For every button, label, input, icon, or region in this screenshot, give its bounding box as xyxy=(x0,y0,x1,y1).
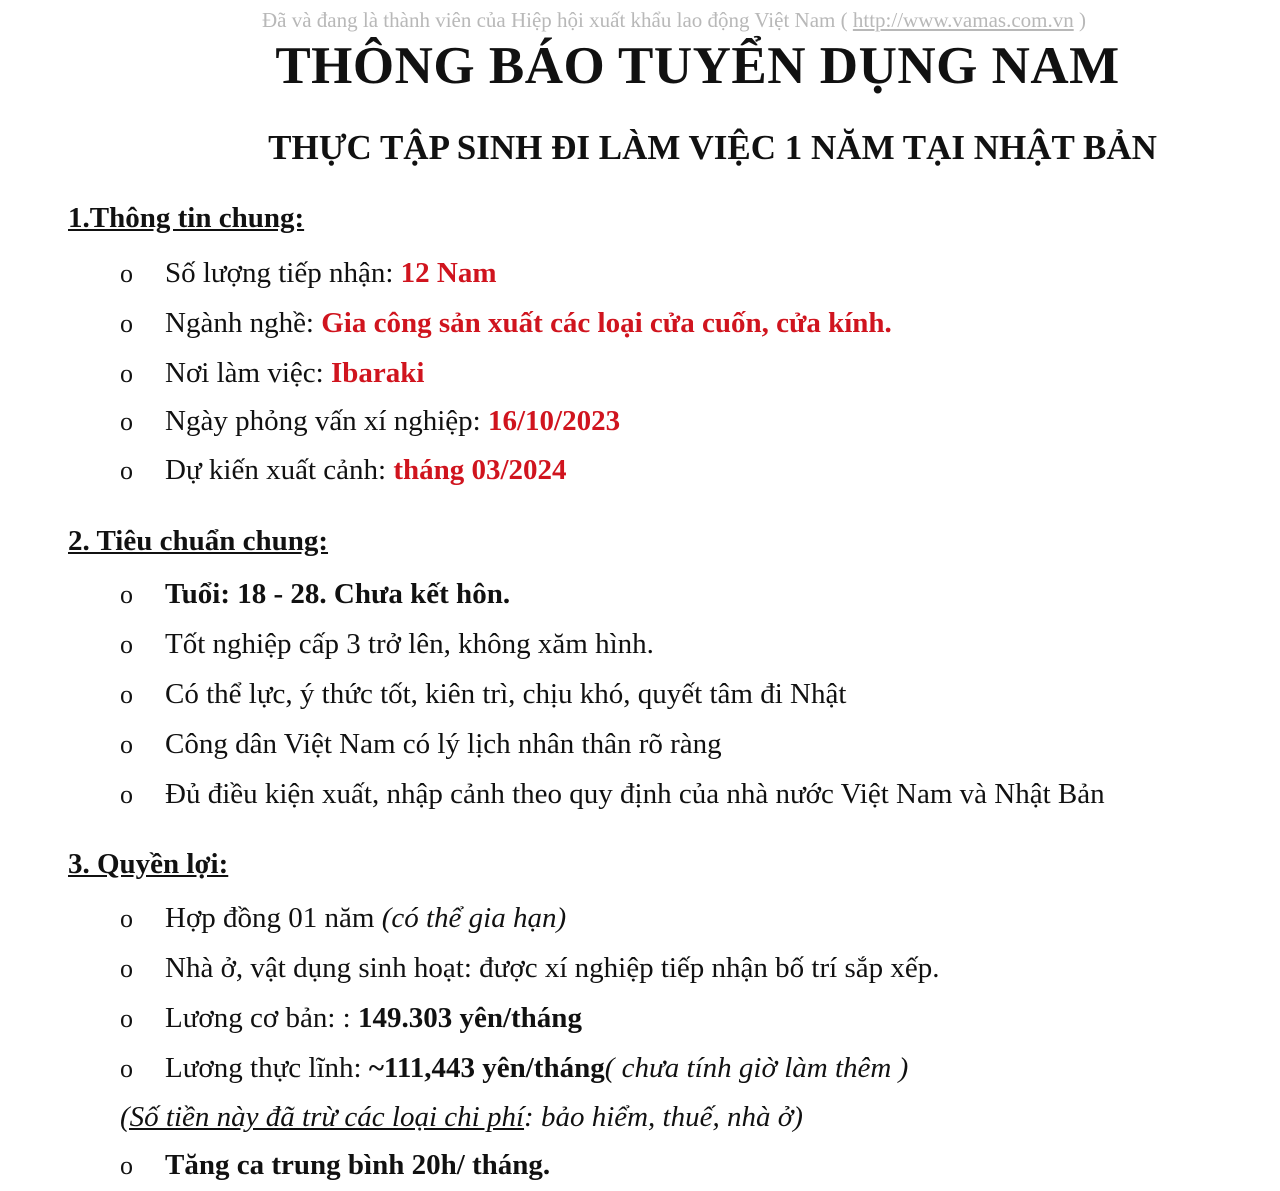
bullet-icon: o xyxy=(120,1054,133,1083)
bullet-icon: o xyxy=(120,730,133,759)
bullet-icon: o xyxy=(120,904,133,933)
item-value: 149.303 yên/tháng xyxy=(357,1002,582,1034)
item-label: Ngành nghề: xyxy=(165,307,314,339)
item-text: Đủ điều kiện xuất, nhập cảnh theo quy định của nhà nước Việt Nam và Nhật Bản xyxy=(165,778,1105,810)
list-item-interview-date xyxy=(120,405,620,438)
footnote-underlined: (Số tiền này đã trừ các loại chi phí xyxy=(120,1101,525,1133)
bullet-icon: o xyxy=(120,407,133,436)
list-item-eligibility xyxy=(120,778,1105,811)
bullet-icon: o xyxy=(120,1151,133,1180)
bullet-icon: o xyxy=(120,954,133,983)
item-value: 16/10/2023 xyxy=(487,405,621,437)
item-text: Có thể lực, ý thức tốt, kiên trì, chịu khó, quyết tâm đi Nhật xyxy=(165,678,847,710)
list-item-quantity xyxy=(120,257,497,290)
item-value: tháng 03/2024 xyxy=(393,454,567,486)
list-item-departure xyxy=(120,454,567,487)
item-text: Nhà ở, vật dụng sinh hoạt: được xí nghiệp tiếp nhận bố trí sắp xếp. xyxy=(165,952,940,984)
item-text: Hợp đồng 01 năm xyxy=(165,902,375,934)
item-text: Tuổi: 18 - 28. Chưa kết hôn. xyxy=(165,578,511,610)
page-subtitle: THỰC TẬP SINH ĐI LÀM VIỆC 1 NĂM TẠI NHẬT BẢN xyxy=(268,128,1157,167)
item-text: Công dân Việt Nam có lý lịch nhân thân rõ ràng xyxy=(165,728,722,760)
item-italic-note: (có thể gia hạn) xyxy=(381,902,567,934)
item-label: Nơi làm việc: xyxy=(165,357,324,389)
list-item-occupation xyxy=(120,307,892,340)
item-label: Số lượng tiếp nhận: xyxy=(165,257,394,289)
footnote-rest: : bảo hiểm, thuế, nhà ở) xyxy=(524,1101,803,1133)
item-value: Gia công sản xuất các loại cửa cuốn, cửa kính. xyxy=(321,307,892,339)
item-value: Ibaraki xyxy=(330,357,425,389)
salary-footnote xyxy=(120,1101,803,1134)
watermark-prefix: Đã và đang là thành viên của Hiệp hội xuất khẩu lao động Việt Nam ( xyxy=(262,8,853,32)
bullet-icon: o xyxy=(120,456,133,485)
bullet-icon: o xyxy=(120,359,133,388)
watermark xyxy=(262,8,1086,33)
item-value: ~111,443 yên/tháng xyxy=(368,1052,605,1084)
item-text: Tăng ca trung bình 20h/ tháng. xyxy=(165,1149,551,1181)
bullet-icon: o xyxy=(120,780,133,809)
list-item-housing xyxy=(120,952,939,985)
page-title: THÔNG BÁO TUYỂN DỤNG NAM xyxy=(275,37,1120,95)
item-italic-note: ( chưa tính giờ làm thêm ) xyxy=(604,1052,909,1084)
bullet-icon: o xyxy=(120,259,133,288)
list-item-age xyxy=(120,578,510,611)
bullet-icon: o xyxy=(120,309,133,338)
list-item-fitness xyxy=(120,678,846,711)
bullet-icon: o xyxy=(120,1004,133,1033)
section-heading-requirements: 2. Tiêu chuẩn chung: xyxy=(68,525,329,557)
section-heading-general-info: 1.Thông tin chung: xyxy=(68,202,305,234)
item-label: Lương thực lĩnh: xyxy=(165,1052,362,1084)
list-item-net-salary xyxy=(120,1052,908,1085)
list-item-workplace xyxy=(120,357,424,390)
bullet-icon: o xyxy=(120,630,133,659)
list-item-base-salary xyxy=(120,1002,582,1035)
watermark-url: http://www.vamas.com.vn xyxy=(852,8,1074,32)
item-label: Lương cơ bản: : xyxy=(165,1002,351,1034)
list-item-overtime xyxy=(120,1149,550,1182)
item-value: 12 Nam xyxy=(400,257,497,289)
list-item-citizenship xyxy=(120,728,722,761)
item-label: Dự kiến xuất cảnh: xyxy=(165,454,387,486)
section-heading-benefits: 3. Quyền lợi: xyxy=(68,848,229,880)
bullet-icon: o xyxy=(120,580,133,609)
item-text: Tốt nghiệp cấp 3 trở lên, không xăm hình. xyxy=(165,628,654,660)
list-item-contract xyxy=(120,902,566,935)
item-label: Ngày phỏng vấn xí nghiệp: xyxy=(165,405,481,437)
watermark-suffix: ) xyxy=(1073,8,1086,32)
list-item-education xyxy=(120,628,654,661)
bullet-icon: o xyxy=(120,680,133,709)
